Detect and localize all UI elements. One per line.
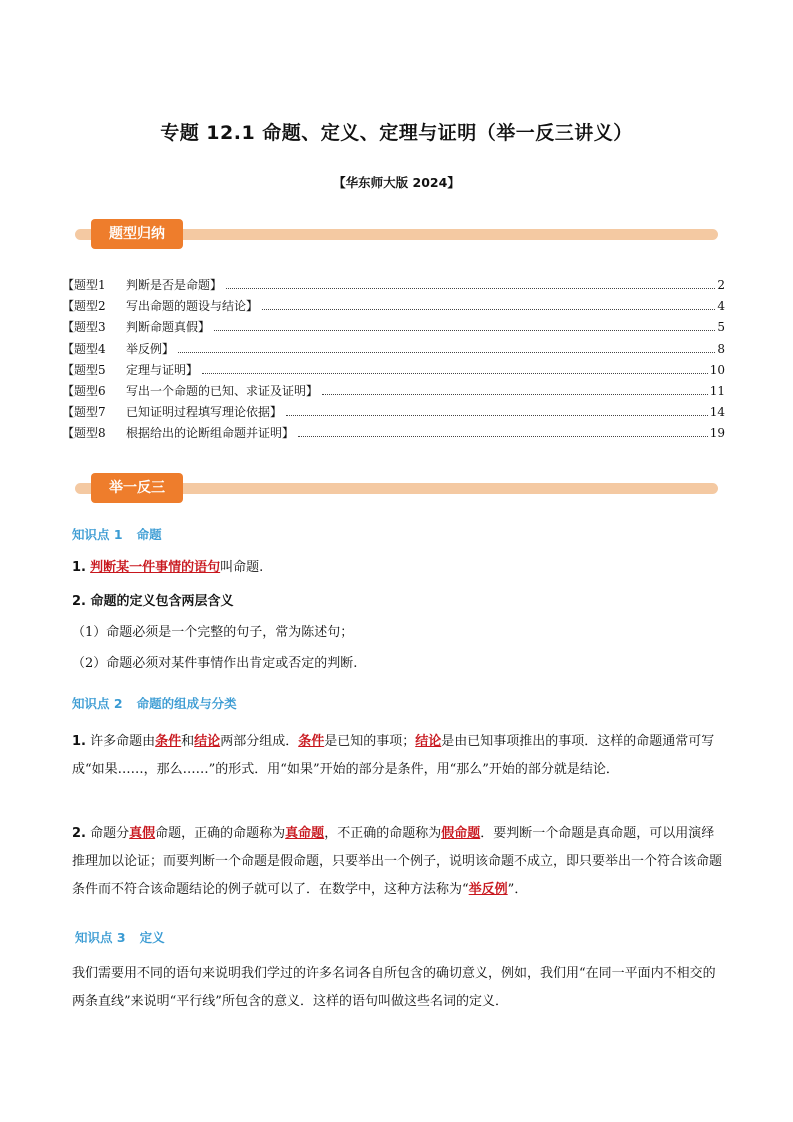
key-term: 真假 [129,826,156,841]
toc-page-number: 8 [717,341,725,356]
knowledge-point-1-heading: 知识点 1 命题 [72,527,162,542]
section-tab-types: 题型归纳 [91,219,183,249]
toc-page-number: 11 [709,383,725,398]
toc-item[interactable]: 【题型4 举反例】 8 [62,341,725,356]
toc-leader [262,309,715,310]
toc-page-number: 10 [709,362,725,377]
key-term: 条件 [155,734,182,749]
toc-leader [214,330,715,331]
toc-item[interactable]: 【题型5 定理与证明】 10 [62,362,725,377]
kp2-paragraph-2: 2. 命题分真假命题，正确的命题称为真命题，不正确的命题称为假命题．要判断一个命题是真命题，可以用演绎推理加以论证；而要判断一个命题是假命题，只要举出一个例子，说明该命题不成立，即只要举出一个符合该命题条件而不符合该命题结论的例子就可以了．在数学中，这种方法称为“举反例”． [72,826,723,897]
toc-page-number: 19 [709,426,725,441]
kp1-line-2: 2. 命题的定义包含两层含义 [72,594,234,609]
toc-item[interactable]: 【题型8 根据给出的论断组命题并证明】 19 [62,426,725,441]
key-term: 条件 [298,734,325,749]
toc-leader [202,373,708,374]
kp1-line-3: （1）命题必须是一个完整的句子，常为陈述句； [72,625,354,640]
toc-page-number: 14 [709,405,725,420]
key-term: 结论 [415,734,442,749]
kp1-line-1: 1. 判断某一件事情的语句叫命题. [72,560,264,575]
knowledge-point-2-heading: 知识点 2 命题的组成与分类 [72,696,237,711]
toc-item[interactable]: 【题型7 已知证明过程填写理论依据】 14 [62,405,725,420]
toc-leader [286,415,708,416]
kp3-paragraph-1: 我们需要用不同的语句来说明我们学过的许多名词各自所包含的确切意义，例如，我们用“在同一平面内不相交的两条直线”来说明“平行线”所包含的意义．这样的语句叫做这些名词的定义． [72,966,716,1009]
toc-page-number: 2 [717,278,725,292]
key-term: 结论 [194,734,221,749]
kp1-line-4: （2）命题必须对某件事情作出肯定或否定的判断. [72,656,358,671]
edition-subtitle: 【华东师大版 2024】 [333,175,460,190]
toc-item[interactable]: 【题型3 判断命题真假】 5 [62,320,725,335]
knowledge-point-3-heading: 知识点 3 定义 [75,930,165,945]
toc-page-number: 5 [717,320,725,335]
key-term: 真命题 [285,826,325,841]
toc-page-number: 4 [717,299,725,314]
kp2-paragraph-1: 1. 许多命题由条件和结论两部分组成．条件是已知的事项；结论是由已知事项推出的事项．这样的命题通常可写成“如果……，那么……”的形式．用“如果”开始的部分是条件，用“那么”开始的部分就是结论． [72,734,715,777]
page-title: 专题 12.1 命题、定义、定理与证明（举一反三讲义） [160,122,633,144]
toc-item[interactable]: 【题型6 写出一个命题的已知、求证及证明】 11 [62,383,725,398]
key-term: 假命题 [441,826,481,841]
toc-item[interactable]: 【题型2 写出命题的题设与结论】 4 [62,299,725,314]
toc-leader [178,352,715,353]
key-term: 判断某一件事情的语句 [90,560,221,575]
toc-leader [226,288,715,289]
toc-leader [322,394,708,395]
toc-leader [298,436,708,437]
key-term: 举反例 [468,882,508,897]
toc-item[interactable]: 【题型1 判断是否是命题】 2 [62,278,725,292]
section-tab-practice: 举一反三 [91,473,183,503]
table-of-contents [62,276,725,446]
